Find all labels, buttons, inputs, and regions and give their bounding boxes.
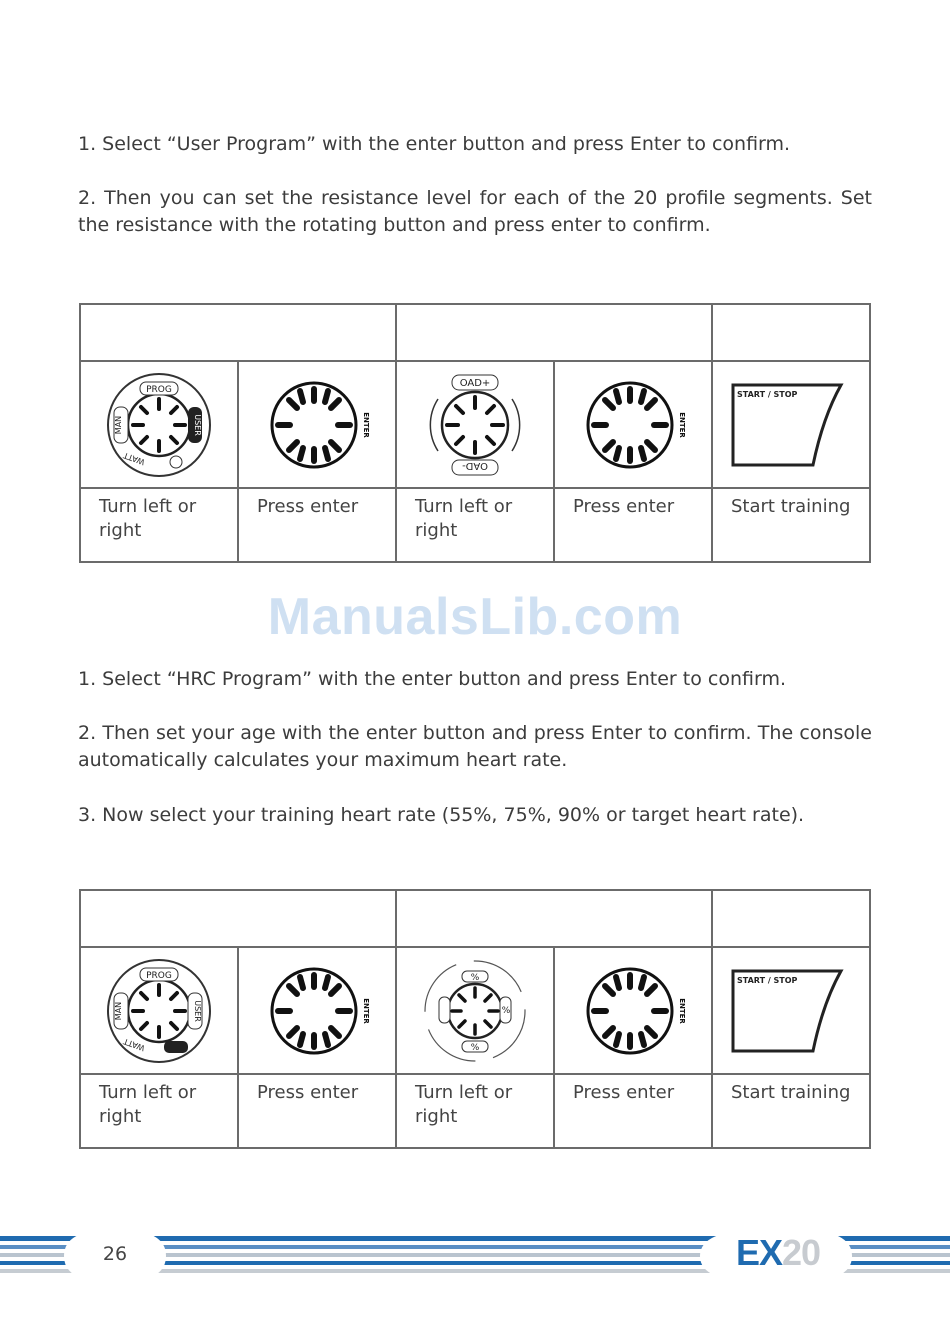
enter-label: ENTER — [362, 997, 370, 1024]
enter-dial-icon — [574, 955, 692, 1067]
user-label: USER — [193, 413, 202, 436]
start-stop-cell — [712, 947, 870, 1074]
program-selector-dial-icon — [100, 955, 218, 1067]
heart-rate-selector-dial-icon — [416, 955, 534, 1067]
step-label: Turn left or right — [80, 1074, 238, 1148]
enter-dial-icon — [258, 369, 376, 481]
table-header-row — [80, 304, 870, 361]
man-label: MAN — [114, 1001, 123, 1020]
start-stop-label: START / STOP — [737, 389, 798, 399]
percent-label-top: % — [470, 972, 480, 983]
prog-label: PROG — [146, 970, 172, 981]
program-selector-dial-icon — [100, 369, 218, 481]
watt-label: WATT — [122, 450, 147, 467]
load-plus-label: OAD+ — [459, 377, 491, 389]
enter-dial-cell — [238, 947, 396, 1074]
load-dial-cell — [396, 361, 554, 488]
page-number: 26 — [102, 1243, 128, 1265]
step-label: Press enter — [238, 488, 396, 562]
enter-label: ENTER — [362, 411, 370, 438]
step-label: Start training — [712, 1074, 870, 1148]
prog-label: PROG — [146, 384, 172, 395]
start-stop-button-icon — [713, 953, 950, 1065]
start-stop-cell — [712, 361, 870, 488]
brand-logo — [736, 1232, 820, 1274]
enter-dial-icon — [574, 369, 692, 481]
brand-prefix: EX — [736, 1232, 783, 1273]
hrc-program-steps-table — [79, 889, 871, 1149]
enter-label: ENTER — [678, 997, 686, 1024]
table-header-row — [80, 890, 870, 947]
man-label: MAN — [114, 415, 123, 434]
enter-dial-cell-2 — [554, 947, 712, 1074]
watt-label: WATT — [122, 1036, 147, 1053]
percent-label-bottom: % — [470, 1042, 480, 1053]
start-stop-label: START / STOP — [737, 975, 798, 985]
start-stop-button-icon — [713, 367, 950, 479]
hrc-program-step-1: 1. Select “HRC Program” with the enter button and press Enter to confirm. — [78, 668, 787, 690]
load-minus-label: OAD- — [462, 459, 488, 471]
load-selector-dial-icon — [416, 369, 534, 481]
watermark: ManualsLib.com — [267, 588, 683, 646]
step-label: Turn left or right — [396, 1074, 554, 1148]
percent-label-right: % — [501, 1005, 511, 1016]
brand-suffix: 20 — [782, 1232, 821, 1273]
step-label: Press enter — [554, 1074, 712, 1148]
step-label: Turn left or right — [80, 488, 238, 562]
step-label: Start training — [712, 488, 870, 562]
step-label: Press enter — [238, 1074, 396, 1148]
enter-dial-cell — [238, 361, 396, 488]
user-label: USER — [193, 999, 202, 1022]
user-program-step-1: 1. Select “User Program” with the enter button and press Enter to confirm. — [78, 133, 791, 155]
program-dial-cell — [80, 361, 238, 488]
table-image-row — [80, 361, 870, 488]
heart-rate-dial-cell — [396, 947, 554, 1074]
hrc-program-step-3: 3. Now select your training heart rate (55%, 75%, 90% or target heart rate). — [78, 804, 805, 826]
enter-dial-cell-2 — [554, 361, 712, 488]
table-label-row — [80, 1074, 870, 1148]
user-program-steps-table — [79, 303, 871, 563]
user-program-step-2: 2. Then you can set the resistance level for each of the 20 profile segments. Set the resistance with the rotating button and press enter to confirm. — [78, 187, 872, 236]
enter-dial-icon — [258, 955, 376, 1067]
table-label-row — [80, 488, 870, 562]
step-label: Turn left or right — [396, 488, 554, 562]
table-image-row — [80, 947, 870, 1074]
enter-label: ENTER — [678, 411, 686, 438]
hrc-program-step-2: 2. Then set your age with the enter button and press Enter to confirm. The console automatically calculates your maximum heart rate. — [78, 722, 872, 771]
program-dial-cell — [80, 947, 238, 1074]
step-label: Press enter — [554, 488, 712, 562]
